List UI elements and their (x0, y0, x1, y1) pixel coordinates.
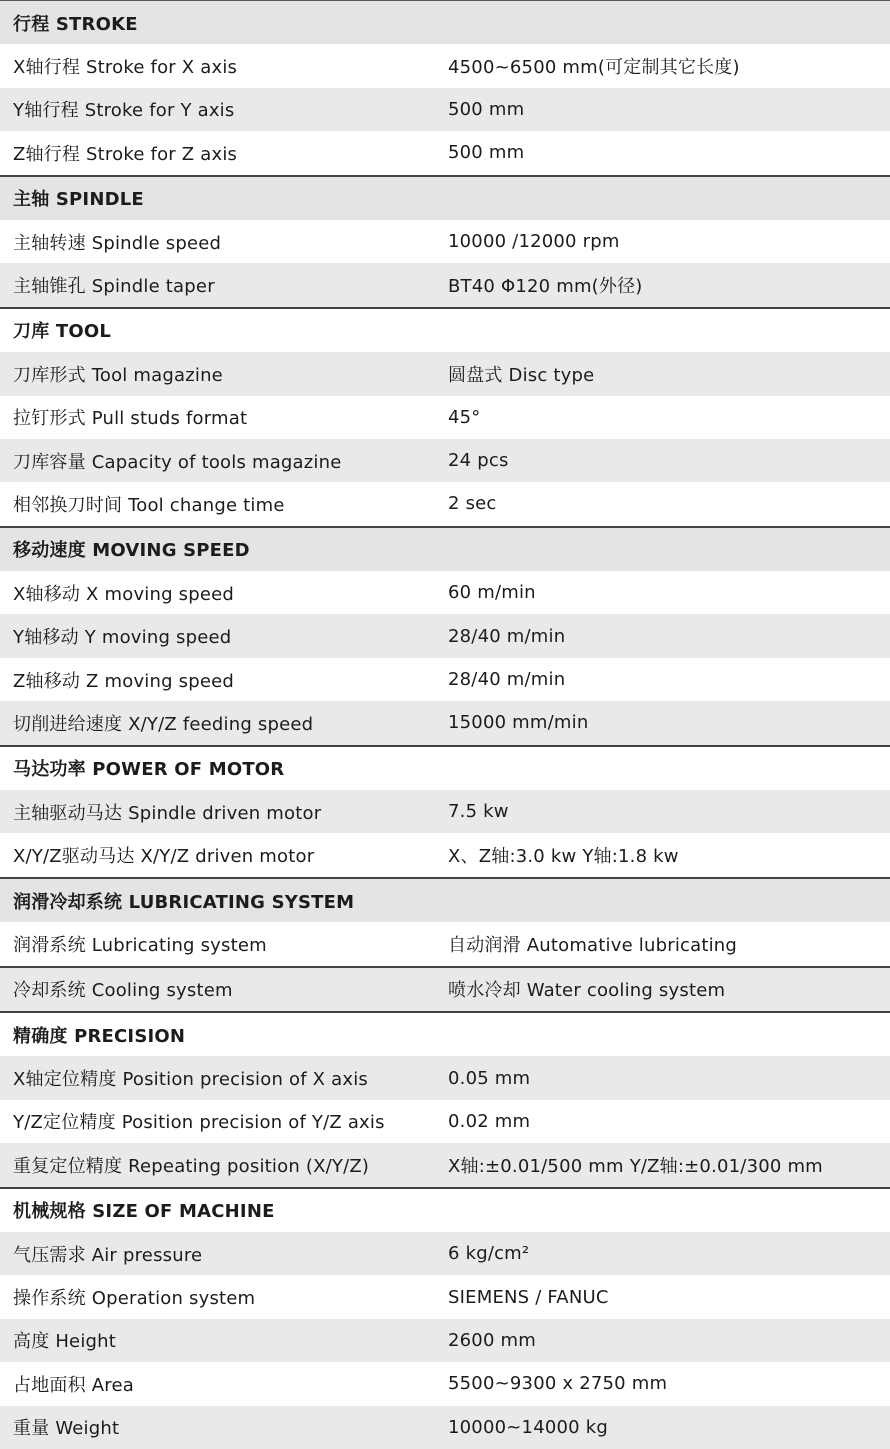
row-value: 28/40 m/min (448, 625, 566, 647)
row-value: 喷水冷却 Water cooling system (448, 980, 726, 1002)
section-title: 刀库 TOOL (13, 321, 112, 343)
table-row (0, 1275, 890, 1318)
table-row (0, 482, 890, 525)
row-value: 10000 /12000 rpm (448, 231, 620, 253)
table-row (0, 1232, 890, 1275)
row-value: 2600 mm (448, 1329, 536, 1351)
row-value: 0.05 mm (448, 1067, 531, 1089)
row-label: 刀库容量 Capacity of tools magazine (13, 451, 342, 473)
row-value: 500 mm (448, 98, 525, 120)
row-label: 操作系统 Operation system (13, 1288, 256, 1310)
section-power-of-motor (0, 747, 890, 879)
section-title: 润滑冷却系统 LUBRICATING SYSTEM (13, 891, 355, 913)
row-label: 重量 Weight (13, 1418, 120, 1440)
row-value: 500 mm (448, 142, 525, 164)
row-label: 气压需求 Air pressure (13, 1244, 203, 1266)
row-label: 主轴驱动马达 Spindle driven motor (13, 802, 322, 824)
row-label: 切削进给速度 X/Y/Z feeding speed (13, 713, 314, 735)
section-header (0, 177, 890, 220)
table-row (0, 968, 890, 1011)
table-row (0, 701, 890, 744)
table-row (0, 658, 890, 701)
row-label: Y轴移动 Y moving speed (13, 627, 232, 649)
section-lubricating-system (0, 879, 890, 968)
section-spindle (0, 177, 890, 309)
table-row (0, 571, 890, 614)
section-header (0, 1013, 890, 1056)
row-value: 7.5 kw (448, 801, 509, 823)
row-label: 润滑系统 Lubricating system (13, 934, 267, 956)
row-value: X轴:±0.01/500 mm Y/Z轴:±0.01/300 mm (448, 1155, 823, 1177)
table-row (0, 352, 890, 395)
row-value: 15000 mm/min (448, 712, 589, 734)
section-title: 精确度 PRECISION (13, 1025, 186, 1047)
section-title: 主轴 SPINDLE (13, 189, 144, 211)
table-row (0, 439, 890, 482)
section-header (0, 747, 890, 790)
row-label: 刀库形式 Tool magazine (13, 364, 223, 386)
table-row (0, 1100, 890, 1143)
section-title: 行程 STROKE (13, 13, 138, 35)
row-value: 0.02 mm (448, 1110, 531, 1132)
row-label: 拉钉形式 Pull studs format (13, 408, 248, 430)
section-title: 机械规格 SIZE OF MACHINE (13, 1201, 275, 1223)
row-label: X/Y/Z驱动马达 X/Y/Z driven motor (13, 846, 315, 868)
section-stroke (0, 1, 890, 177)
section-size-of-machine (0, 1189, 890, 1449)
row-label: 相邻换刀时间 Tool change time (13, 494, 285, 516)
row-label: Y/Z定位精度 Position precision of Y/Z axis (13, 1112, 385, 1134)
row-label: 冷却系统 Cooling system (13, 980, 233, 1002)
row-label: 主轴锥孔 Spindle taper (13, 276, 215, 298)
section-header (0, 528, 890, 571)
row-value: 45° (448, 406, 481, 428)
section-title: 移动速度 MOVING SPEED (13, 540, 250, 562)
row-value: 10000~14000 kg (448, 1416, 608, 1438)
section-tool (0, 309, 890, 528)
table-row (0, 88, 890, 131)
row-label: Z轴移动 Z moving speed (13, 670, 235, 692)
row-label: Z轴行程 Stroke for Z axis (13, 143, 238, 165)
table-row (0, 263, 890, 306)
table-row (0, 833, 890, 876)
table-row (0, 396, 890, 439)
row-value: 28/40 m/min (448, 669, 566, 691)
table-row (0, 1143, 890, 1186)
row-label: 重复定位精度 Repeating position (X/Y/Z) (13, 1155, 370, 1177)
section-precision (0, 1013, 890, 1189)
row-label: X轴定位精度 Position precision of X axis (13, 1069, 368, 1091)
table-row (0, 1056, 890, 1099)
row-value: 6 kg/cm² (448, 1243, 530, 1265)
row-label: 占地面积 Area (13, 1374, 134, 1396)
section-header (0, 1, 890, 44)
table-row (0, 922, 890, 965)
row-value: BT40 Φ120 mm(外径) (448, 276, 643, 298)
section-title: 马达功率 POWER OF MOTOR (13, 759, 285, 781)
row-value: 5500~9300 x 2750 mm (448, 1373, 668, 1395)
section-header (0, 879, 890, 922)
table-row (0, 614, 890, 657)
section-header (0, 309, 890, 352)
section-header (0, 1189, 890, 1232)
table-row (0, 1319, 890, 1362)
table-row (0, 131, 890, 174)
row-value: X、Z轴:3.0 kw Y轴:1.8 kw (448, 846, 679, 868)
table-row (0, 220, 890, 263)
row-value: 24 pcs (448, 450, 509, 472)
section-cooling (0, 968, 890, 1013)
row-label: 主轴转速 Spindle speed (13, 232, 222, 254)
row-label: X轴移动 X moving speed (13, 583, 235, 605)
row-value: 4500~6500 mm(可定制其它长度) (448, 57, 740, 79)
row-value: 圆盘式 Disc type (448, 364, 595, 386)
table-row (0, 790, 890, 833)
table-row (0, 44, 890, 87)
row-label: X轴行程 Stroke for X axis (13, 57, 238, 79)
table-row (0, 1362, 890, 1405)
row-value: SIEMENS / FANUC (448, 1286, 609, 1308)
section-moving-speed (0, 528, 890, 747)
row-value: 2 sec (448, 493, 497, 515)
row-value: 60 m/min (448, 582, 536, 604)
table-row (0, 1406, 890, 1449)
row-value: 自动润滑 Automative lubricating (448, 934, 738, 956)
row-label: Y轴行程 Stroke for Y axis (13, 100, 235, 122)
row-label: 高度 Height (13, 1331, 117, 1353)
